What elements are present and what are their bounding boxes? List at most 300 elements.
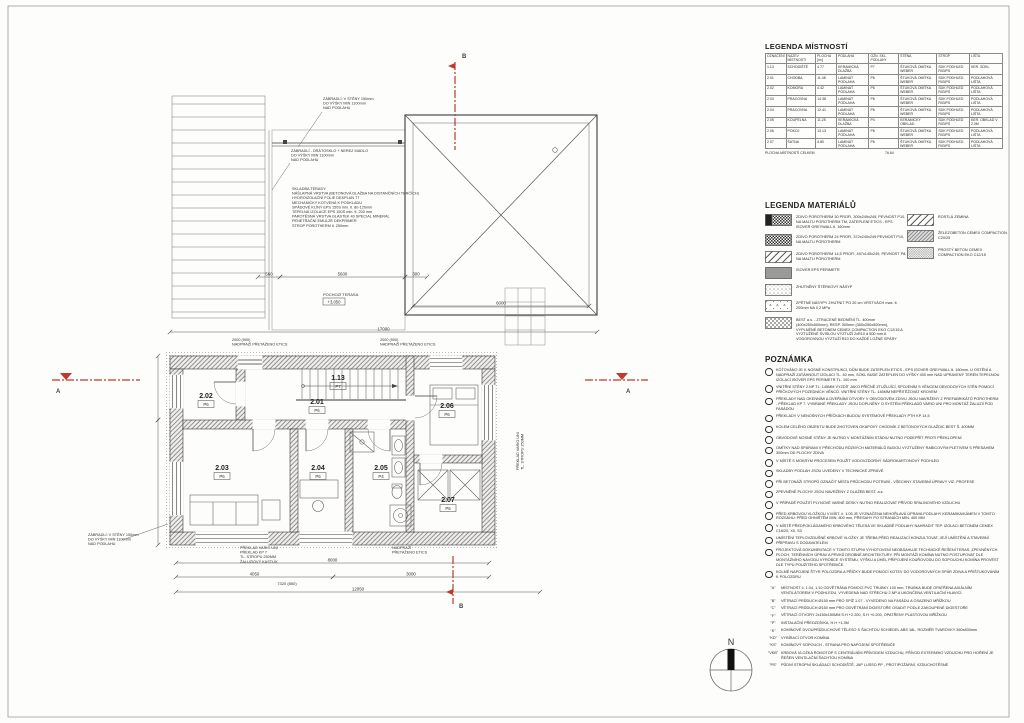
note-item xyxy=(765,512,1010,522)
section-marker-b xyxy=(448,54,467,150)
table-cell: KOMORA xyxy=(786,85,816,96)
room-legend-total-label: PLOCHA MÍSTNOSTÍ CELKEM xyxy=(765,150,815,155)
stair-walkline-arrow xyxy=(392,384,398,388)
door-swing xyxy=(306,429,328,451)
letter-note-key: "KD" xyxy=(769,635,777,640)
section-label: A xyxy=(56,389,61,395)
annotation-line: NAD PODLAHU xyxy=(291,158,319,163)
shower-diagonal xyxy=(350,432,374,452)
swatch-rect xyxy=(908,247,934,258)
annotation-line: NADPRAŽÍ xyxy=(392,546,412,550)
table-cell: 11.48 xyxy=(816,75,837,86)
annotation-line: PAROTĚSNÁ VRSTVA GLASTEK 40 SPECIAL MINERAL xyxy=(292,214,390,219)
note-bullet-icon xyxy=(765,470,773,478)
table-cell: 2.07 xyxy=(766,138,787,149)
note-item xyxy=(765,436,1010,444)
room-tag: P6 xyxy=(445,506,451,511)
material-legend-item xyxy=(765,267,907,279)
annotation-line: NADPRAŽÍ PŘETAŽENO ETICS xyxy=(380,342,436,347)
letter-note-item xyxy=(765,606,1010,611)
letter-note-text: KRBOVÁ VLOŽKA ROMOTOP S CENTRÁLNÍM PŘÍVODEM VZDUCHU, PŘÍVOD EXTERNÍHO VZDUCHU PRO HOŘENÍ JE ŘEŠEN VENTILAČNÍ ŠACHTOU KOMÍNA xyxy=(781,650,994,660)
note-bullet-icon xyxy=(765,537,773,545)
railing-post xyxy=(283,140,287,144)
room-table-header: STĚNA xyxy=(899,54,937,64)
table-cell: P6 xyxy=(869,106,899,117)
note-text: PROJEKTOVÁ DOKUMENTACE V TOMTO STUPNI VYHOTOVENÍ NEOBSAHUJE TECHNICKÉ ŘEŠENÍ TERAS, ZPEVNĚNÝCH PLOCH, TERÉNNÍCH ÚPRAV A PRVKŮ DROBNÉ ARCHITEKTURY. PŘI MONTÁŽI KOMÍNA NUTNO POSTUPOVAT DLE MONTÁŽNÍHO NÁVODU VÝROBCE SYSTÉMU, VÝŠKU A ÚHEL PŘIPOJENÍ KOUŘOVODU DO SOPOUCHU KOMÍNA PROVÉST DLE TYPU POUŽITÉHO SPOTŘEBIČE. xyxy=(776,548,999,568)
room-tag: P6 xyxy=(444,412,450,417)
note-bullet-icon xyxy=(765,385,773,393)
notes-title: POZNÁMKA xyxy=(765,354,813,364)
dim-label: 8000 xyxy=(327,557,338,563)
table-cell: ŠTUKOVÁ OMÍTKA WEBER xyxy=(899,75,937,86)
note-text: OMÍTKY NAD SPÁRAMI V PŘECHODU RŮZNÝCH MATERIÁLŮ BUDOU VYZTUŽENY RABICOVÝM PLETIVEM S PŘESAHEM 300mm OD PLOCHY ZDIVA xyxy=(776,446,995,456)
swatch-rect xyxy=(766,284,792,295)
letter-note-key: "VKB" xyxy=(767,650,779,655)
dim-label: 3000 xyxy=(406,571,416,577)
note-bullet-icon xyxy=(765,415,773,423)
room-number: 2.07 xyxy=(441,497,455,504)
room-label-2.03 xyxy=(214,465,230,480)
exterior-stair-grid xyxy=(505,288,545,345)
table-row xyxy=(766,96,1003,107)
note-item xyxy=(765,425,1010,433)
letter-note-item xyxy=(765,586,1010,596)
room-tag: P6 xyxy=(315,474,321,479)
grid-outline xyxy=(505,288,545,345)
note-bullet-icon xyxy=(765,549,773,557)
room-number: 2.01 xyxy=(310,399,324,406)
plan-annotation xyxy=(298,96,374,147)
plan-annotation xyxy=(232,338,288,347)
section-label: B xyxy=(462,54,467,60)
letter-note-item xyxy=(765,628,1010,633)
table-cell: SDK PODHLED RIGIPS xyxy=(937,138,970,149)
wall-opening xyxy=(236,382,246,407)
note-item xyxy=(765,469,1010,477)
north-arrow xyxy=(710,637,752,691)
table-cell: KER. OBKLAD V 2.0M xyxy=(969,117,1002,128)
room-tag: P6 xyxy=(203,402,209,407)
annotation-line: ŽALUZIOVÝ KASTLÍK xyxy=(240,559,278,564)
north-label: N xyxy=(727,637,735,647)
room-label-2.05 xyxy=(373,465,389,480)
annotation-line: PŘETAŽENO ETICS xyxy=(392,550,428,555)
side-table xyxy=(262,500,280,520)
room-number: 2.06 xyxy=(440,403,454,410)
table-cell: PODLAHOVÁ LIŠTA xyxy=(969,106,1002,117)
letter-note-item xyxy=(765,643,1010,648)
room-tag: P4 xyxy=(378,474,384,479)
annotation-line: PENETRAČNÍ EMULZE DEKPRIMER xyxy=(292,219,357,224)
level-tag-value: +3,050 xyxy=(327,299,341,305)
table-cell: PODLAHOVÁ LIŠTA xyxy=(969,85,1002,96)
wall-opening xyxy=(406,396,416,421)
table-cell: P6 xyxy=(869,96,899,107)
room-table-header: PODLAHA xyxy=(837,54,869,64)
annotation-line: SPÁDOVÉ KLÍNY EPS 150S min. tl. 80-120mm xyxy=(292,205,373,210)
material-swatch-best xyxy=(765,317,792,329)
wall-204-205 xyxy=(345,429,353,532)
annotation-line: PŘEKLAD KP 7 xyxy=(240,550,267,555)
table-cell: SDK PODHLED RIGIPS xyxy=(937,128,970,139)
pergola-roof xyxy=(172,96,265,318)
note-text: UMÍSTĚNÍ TEPLOVZDUŠNÉ KRBOVÉ VLOŽKY JE TŘEBA PŘED REALIZACÍ KONZULTOVAT, JEJÍ UMÍSTĚNÍ A STAVEBNÍ PŘÍPRAVU S DODAVATELEM xyxy=(776,536,989,545)
table-cell: 4.42 xyxy=(816,85,837,96)
note-text: V PŘÍPADĚ POUŽITÍ PLYNOVÉ VARNÉ DESKY NUTNO REALIZOVAT PŘÍVOD SPALINOVÉHO VZDUCHU xyxy=(776,500,961,505)
letter-note-item xyxy=(765,599,1010,604)
annotation-line: TEPELNÁ IZOLACE EPS 150S min. tl. 200 mm xyxy=(292,210,373,214)
letter-note-text: PŮDNÍ STROPNÍ SKLÁDACÍ SCHODIŠTĚ, JAP LUSSO PP - PROTIPOŽÁRNÍ, VZDUCHOTĚSNÉ xyxy=(781,662,949,667)
insulation-top xyxy=(166,352,499,356)
note-item xyxy=(765,490,1010,498)
letter-note-key: "P" xyxy=(770,621,776,626)
annotation-line: ZÁBRADLÍ: V STĚNY 150mm xyxy=(88,533,139,537)
material-swatch-m30 xyxy=(765,214,792,226)
table-cell: PODLAHOVÁ LIŠTA xyxy=(969,138,1002,149)
note-text: PŘEKLADY V NENOSNÝCH PŘÍČKÁCH BUDOU SYSTÉMOVÉ PŘEKLADY PTH KP 14,5 xyxy=(776,414,930,419)
pillow xyxy=(456,388,475,399)
note-item xyxy=(765,414,1010,422)
desk-chair xyxy=(313,501,324,512)
note-item xyxy=(765,548,1010,567)
dim-label: 4050 xyxy=(249,571,260,577)
dim-label: 12050 xyxy=(351,586,365,592)
washing-machine-center xyxy=(399,514,403,518)
table-cell: LAMINÁT PODLAHA xyxy=(837,85,869,96)
room-legend-table xyxy=(765,53,1003,149)
wall-opening xyxy=(253,420,276,430)
material-legend-item xyxy=(907,230,1007,242)
material-legend-item xyxy=(765,234,907,246)
note-item xyxy=(765,459,1010,467)
table-cell: LAMINÁT PODLAHA xyxy=(837,75,869,86)
letter-note-text: KOMÍNOVÝ SOPOUCH - STRANA PRO NAPOJENÍ SPOTŘEBIČE xyxy=(781,643,896,648)
note-bullet-icon xyxy=(765,426,773,434)
wall-hall-206-a xyxy=(406,356,414,396)
material-swatch-m145 xyxy=(765,251,792,263)
material-legend-text: BEST a.s. - ZTRACENÉ BEDNĚNÍ TL. 400mm (400x250x500mm), RESP. 300mm (300x250x500mm), VYPLNĚNÉ BETONEM CEMEX COMPACTION EKO C12/15 A VYZTUŽENÉ SVISLOU VÝZTUŽÍ 2xR10 á 500 mm A VODOROVNOU VÝZTUŽÍ R10 DO KAŽDÉ LOŽNÉ SPÁRY xyxy=(796,317,903,342)
table-row xyxy=(766,117,1003,128)
dim-label: 300 xyxy=(412,271,420,277)
material-legend-item xyxy=(907,247,1007,259)
room-number: 2.04 xyxy=(311,465,325,472)
room-number: 1.13 xyxy=(331,375,345,382)
room-tag: P7 xyxy=(335,384,341,389)
table-cell: KERAMICKÁ DLAŽBA xyxy=(837,117,869,128)
table-cell: SDK PODHLED RIGIPS xyxy=(937,106,970,117)
material-legend-item xyxy=(765,317,907,343)
room-label-2.04 xyxy=(310,465,326,480)
pillow xyxy=(433,388,452,399)
table-cell: PODLAHOVÁ LIŠTA xyxy=(969,96,1002,107)
material-legend-text: PROSTÝ BETON CEMEX COMPACTION EKO C12/15 xyxy=(938,247,986,257)
swatch-eps-part xyxy=(766,214,772,225)
wall-opening xyxy=(306,420,329,430)
table-row xyxy=(766,138,1003,149)
annotation-line: PŘEKLAD VARIO UNI xyxy=(240,546,278,550)
plan-annotation xyxy=(88,524,168,546)
annotation-leader xyxy=(122,524,168,540)
section-marker-b xyxy=(446,556,464,610)
room-table-header: LIŠTA xyxy=(969,54,1002,64)
annotation-line: ZÁBRADLÍ: V STĚNY 150mm xyxy=(323,97,374,101)
note-item xyxy=(765,385,1010,395)
note-bullet-icon xyxy=(765,459,773,467)
annotation-line: DO VÝŠKY MIN 1100mm xyxy=(88,537,131,542)
table-cell: P6 xyxy=(869,128,899,139)
plan-annotation xyxy=(515,432,525,470)
desk xyxy=(300,480,338,498)
table-cell: POKOJ xyxy=(786,128,816,139)
swatch-masonry-part xyxy=(772,214,792,225)
dim-label: 5600 xyxy=(337,271,348,277)
staircase xyxy=(296,369,406,401)
material-legend-item xyxy=(765,300,907,312)
table-cell: P6 xyxy=(869,75,899,86)
annotation-line: 2000 (900) xyxy=(380,338,399,342)
annotation-line: DO VÝŠKY MIN 1100mm xyxy=(323,101,366,106)
letter-note-text: VĚTRACÍ OTVORY 2x150x150MM S.H +2.200, S.H +0.200, OPATŘENY PLASTOVOU MŘÍŽKOU xyxy=(781,613,947,618)
annotation-line: NADPRAŽÍ PŘETAŽENO ETICS xyxy=(232,342,288,347)
table-cell: PODLAHOVÁ LIŠTA xyxy=(969,128,1002,139)
plan-annotation xyxy=(292,187,420,228)
table-cell: 4.77 xyxy=(816,64,837,75)
annotation-line: STROP POROTHERM tl. 250mm xyxy=(292,223,349,228)
table-cell: LAMINÁT PODLAHA xyxy=(837,128,869,139)
annotation-line: TL. STROPU 250MM xyxy=(520,433,525,470)
table-cell: P6 xyxy=(869,138,899,149)
table-cell: P4 xyxy=(869,117,899,128)
annotation-leader xyxy=(272,163,290,190)
table-cell: SDK PODHLED RIGIPS xyxy=(937,96,970,107)
room-label-2.06 xyxy=(439,403,455,418)
letter-note-item xyxy=(765,663,1010,668)
letter-note-key: "K" xyxy=(770,628,776,633)
room-tag: P6 xyxy=(219,474,225,479)
note-bullet-icon xyxy=(765,480,773,488)
room-label-2.01 xyxy=(309,399,325,414)
table-cell: SDK PODHLED RIGIPS xyxy=(937,85,970,96)
room-number: 2.03 xyxy=(215,465,229,472)
room-legend-total xyxy=(765,151,1003,155)
material-swatch-rc xyxy=(907,230,934,242)
roof-below xyxy=(405,115,597,315)
letter-note-text: MÍSTNOST č. 1.04, 1.10 ODVĚTRÁNA POMOCÍ PVC TRUBKY 100 mm. TRUBKA BUDE OPATŘENA AXIÁLNÍM VENTILÁTOREM V PODHLEDU, VYVEDENÁ NAD STŘECHU 2.NP A UKONČENA VENTILAČNÍ HLAVICÍ. xyxy=(781,586,972,596)
letter-note-item xyxy=(765,636,1010,641)
table-cell: 14.38 xyxy=(816,96,837,107)
table-cell: KOUPELNA xyxy=(786,117,816,128)
section-marker-a xyxy=(52,373,140,395)
insulation-bottom xyxy=(166,545,499,549)
table-row xyxy=(766,128,1003,139)
material-swatch-m24 xyxy=(765,234,792,246)
annotation-line: 2000 (900) xyxy=(232,338,251,342)
level-tag-label: POCHOZÍ TERASA xyxy=(323,292,359,297)
annotation-line: NÁŠLAPNÁ VRSTVA (BETONOVÁ DLAŽBA NA DISTANČNÍCH TERČÍCH) xyxy=(292,191,419,196)
material-swatch-backfill xyxy=(765,300,792,312)
table-cell: 13.13 xyxy=(816,128,837,139)
note-bullet-icon xyxy=(765,491,773,499)
table-cell: P6 xyxy=(869,85,899,96)
letter-note-text: VYBÍRACÍ OTVOR KOMÍNA xyxy=(781,635,830,640)
room-tag: P6 xyxy=(314,408,320,413)
letter-note-key: "F" xyxy=(770,613,776,618)
dim-label: 6000 xyxy=(496,300,506,306)
table-cell: 2.03 xyxy=(766,96,787,107)
room-number: 2.02 xyxy=(199,393,213,400)
note-text: PŘEKLADY NAD OKENNÍMI A DVEŘNÍMI OTVORY V OBVODOVÉM ZDIVU JSOU NAVRŽENY Z PREFABRIKÁTŮ POROTHERM - PŘEKLAD KP 7. VYBRANÉ PŘEKLADY JSOU DOPLNĚNY O SYSTÉM PŘEKLADŮ VARIO UNI PRO MONTÁŽ ŽALUZIÍ POD FASÁDOU xyxy=(776,397,999,411)
letter-note-text: VĚTRACÍ PRŮDUCH Ø150 mm PRO SPÍŽ 1.07 - VYVEDENO NA FASÁDU A OSAZENO MŘÍŽKOU xyxy=(781,598,951,603)
section-marker-a xyxy=(585,373,648,395)
table-cell: SDK PODHLED RIGIPS xyxy=(937,117,970,128)
note-item xyxy=(765,368,1010,383)
table-row xyxy=(766,64,1003,75)
table-cell: KER. SOKL xyxy=(969,64,1002,75)
notes-list xyxy=(763,368,1010,580)
table-row xyxy=(766,106,1003,117)
note-item xyxy=(765,501,1010,509)
material-legend-text: ZDIVO POROTHERM 30 PROFI, 300x249x249, PEVNOST P10, NA MALTU POROTHERM TM, ZATEPLENÍ ETICS - EPS ISOVER GREYWALL tl. 160mm xyxy=(796,214,906,229)
material-legend-item xyxy=(907,214,1007,226)
note-text: VNITŘNÍ STĚNY 2.NP TL. 145MM VYZDÍT JAKO PŘÍČNĚ ZTUŽUJÍCÍ, SPOJENÍM S VĚNCEM OBVODOVÝCH STĚN POMOCÍ PŘÍČKOVÝCH POZEDNÍCH VĚNCŮ. VNITŘNÍ STĚNY TL. 145MM NEPŘITĚŽOVAT KROVEM xyxy=(776,384,994,394)
toilet xyxy=(392,486,402,499)
wall-opening xyxy=(368,420,391,430)
swatch-rect xyxy=(908,214,934,225)
dim-label: 560 xyxy=(265,271,273,277)
insulation-left xyxy=(166,352,170,549)
wall-opening xyxy=(420,455,443,464)
material-legend-item xyxy=(765,251,907,263)
letter-note-key: "A" xyxy=(770,586,776,591)
table-cell: PODLAHOVÁ LIŠTA xyxy=(969,75,1002,86)
door-swing xyxy=(214,382,236,404)
washbasin-bowl xyxy=(395,462,403,474)
note-bullet-icon xyxy=(765,501,773,509)
plan-annotation xyxy=(272,149,368,190)
note-item xyxy=(765,446,1010,456)
letter-note-key: "C" xyxy=(770,606,776,611)
material-legend-text: ZHUTNĚNÝ ŠTĚRKOVÝ NÁSYP xyxy=(796,284,853,289)
material-legend-title: LEGENDA MATERIÁLŮ xyxy=(765,200,856,210)
section-label: A xyxy=(626,389,631,395)
room-label-2.02 xyxy=(198,393,214,408)
table-cell: KERAMICKÝ OBKLAD xyxy=(899,117,937,128)
letter-note-item xyxy=(765,621,1010,626)
table-cell: PRACOVNA xyxy=(786,96,816,107)
table-cell: ŠTUKOVÁ OMÍTKA WEBER xyxy=(899,128,937,139)
dim-label: 17000 xyxy=(377,326,390,332)
note-text: SKLADBY PODLAH JSOU UVEDENY V TECHNICKÉ ZPRÁVĚ. xyxy=(776,469,885,474)
annotation-line: MECHANICKY KOTVENÁ K PODKLADU xyxy=(292,200,362,205)
north-pointer xyxy=(728,649,735,670)
letter-note-key: "PS" xyxy=(769,663,777,668)
annotation-line: DO VÝŠKY MIN 1100mm xyxy=(291,153,334,158)
table-cell: 2.01 xyxy=(766,75,787,86)
table-cell: SDK PODHLED RIGIPS xyxy=(937,64,970,75)
railing-post xyxy=(398,140,402,144)
letter-note-text: KOMÍNOVÉ DVOUPRŮDUCHOVÉ TĚLESO S ŠACHTOU SCHIEDEL ABS 18L, ROZMĚR TVAROVKY 360x830mm xyxy=(781,628,978,633)
material-swatch-soil xyxy=(907,214,934,226)
room-table-header: STROP xyxy=(937,54,970,64)
insulation-right xyxy=(495,352,499,549)
section-arrow xyxy=(616,373,628,380)
note-bullet-icon xyxy=(765,368,773,376)
swatch-rect xyxy=(908,231,934,242)
material-swatch-gravel xyxy=(765,284,792,296)
swatch-rect xyxy=(766,317,792,328)
wall-203-204 xyxy=(290,429,298,532)
legend-panel xyxy=(763,0,1010,670)
note-item xyxy=(765,397,1010,412)
note-bullet-icon xyxy=(765,512,773,520)
washbasin-bowl xyxy=(395,440,403,452)
note-text: PŘI BETONÁŽI STROPŮ OZNAČIT MÍSTA PRŮCHODU POTRUBÍ - VŠECHNY STAVEBNÍ ÚPRAVY VIZ. PROFESE xyxy=(776,479,975,484)
table-cell: ŠTUKOVÁ OMÍTKA WEBER xyxy=(899,138,937,149)
section-arrow xyxy=(448,63,455,69)
letter-note-text: VĚTRACÍ PRŮDUCH Ø150 mm PRO ODVĚTRÁNÍ DIGESTOŘE OSADIT PODLE ZAKOUPENÉ DIGESTOŘE xyxy=(781,605,968,610)
table-cell: LAMINÁT PODLAHA xyxy=(837,106,869,117)
table-cell: LAMINÁT PODLAHA xyxy=(837,96,869,107)
letter-note-item xyxy=(765,613,1010,618)
annotation-line: ZÁBRADLÍ - DRÁTOSKLO + NEREZ MADLO xyxy=(291,149,369,153)
note-text: KOLMÉ NAPOJENÍ ŠTYR POLOZDRA A PŘÍČKY BUDE POMOCÍ KOTEV DO VODOROVNÝCH SPÁR ZDIVA A PŘIŠTUKOVÁNÍM K POLOZDRU xyxy=(776,570,1000,580)
table-cell: ŠATNA xyxy=(786,138,816,149)
material-legend-text: ZPĚTNÉ NÁSYPY ZHUTNIT PO 20 cm VRSTVÁCH max. tl. 200mm NA 0,2 MPa xyxy=(796,301,898,311)
material-legend-text: ZDIVO POROTHERM 14,5 PROFI, 497x145x249, PEVNOST P8, NA MALTU POROTHERM xyxy=(796,251,907,261)
room-table-header: OZNAČENÍ xyxy=(766,54,787,64)
sofa xyxy=(190,495,258,525)
letter-note-item xyxy=(765,651,1010,661)
note-bullet-icon xyxy=(765,436,773,444)
table-cell: 1.13 xyxy=(766,64,787,75)
table-cell: 2.05 xyxy=(766,117,787,128)
swatch-rect xyxy=(766,301,792,312)
room-legend-title: LEGENDA MÍSTNOSTÍ xyxy=(765,42,848,51)
table-row xyxy=(766,75,1003,86)
letter-note-key: "B" xyxy=(770,598,776,603)
note-text: KÓTOVÁNO JE K NOSNÉ KONSTRUKCI, DŮM BUDE ZATEPLEN ETICS - EPS ISOVER GREYWALL tl. 160mm. U OSTĚNÍ A NADPRAŽÍ ZATÁHNOUT IZOLACI TL. 40 mm, SOKL BUDE ZATEPLEN DO VÝŠKY 400 mm NAD UPRAVENÝ TERÉN TEPELNOU IZOLACÍ ISOVER EPS PERIMETR TL. 100 mm xyxy=(776,367,1000,382)
annotation-line: HYDROIZOLAČNÍ FOLIE DEKPLAN 77 xyxy=(292,196,360,201)
note-text: ZPEVNĚNÉ PLOCHY JSOU NAVRŽENY Z DLAŽEB BEST, a.s. xyxy=(776,490,884,495)
table-cell: 11.25 xyxy=(816,117,837,128)
note-text: OBVODOVÉ NOSNÉ STĚNY JE NUTNO V MONTÁŽNÍM STÁDIU NUTNO PODEPŘÍT PROTI PŘEKLOPENÍ xyxy=(776,435,962,440)
note-bullet-icon xyxy=(765,398,773,406)
material-legend-text: ISOVER EPS PERIMETR xyxy=(796,268,840,273)
room-table-header: OZN. SKL. PODLAHY xyxy=(869,54,899,64)
table-cell: 12.41 xyxy=(816,106,837,117)
table-cell: 2.06 xyxy=(766,128,787,139)
note-item xyxy=(765,524,1010,534)
roof-vent xyxy=(553,148,558,153)
table-cell: CHODBA xyxy=(786,75,816,86)
room-number: 2.05 xyxy=(374,465,388,472)
washing-machine-drum xyxy=(394,509,408,523)
plan-annotation xyxy=(380,338,436,347)
letter-note-key: "KS" xyxy=(769,643,777,648)
letter-note-text: INSTALAČNÍ PŘEDZDÍVKA, H.H +1,3M xyxy=(781,620,849,625)
note-text: KOLEM CELÉHO OBJEKTU BUDE ZHOTOVEN OKAPOVÝ CHODNÍK Z BETONOVÝCH DLAŽDIC BEST Š. 400MM xyxy=(776,425,974,430)
material-legend-text: ROSTLÁ ZEMINA xyxy=(938,214,969,219)
table-cell: P7 xyxy=(869,64,899,75)
note-text: V MÍSTĚ S MOKRÝM PROCESEM POUŽÍT VODOVZDORNÝ SÁDROKARTONOVÝ PODHLED xyxy=(776,458,940,463)
table-cell: ŠTUKOVÁ OMÍTKA WEBER xyxy=(899,64,937,75)
material-legend-item xyxy=(765,284,907,296)
note-bullet-icon xyxy=(765,571,773,579)
note-item xyxy=(765,536,1010,546)
wall-opening xyxy=(238,356,263,370)
annotation-line: TL. STROPU 250MM xyxy=(240,555,277,560)
table-cell: ŠTUKOVÁ OMÍTKA WEBER xyxy=(899,85,937,96)
